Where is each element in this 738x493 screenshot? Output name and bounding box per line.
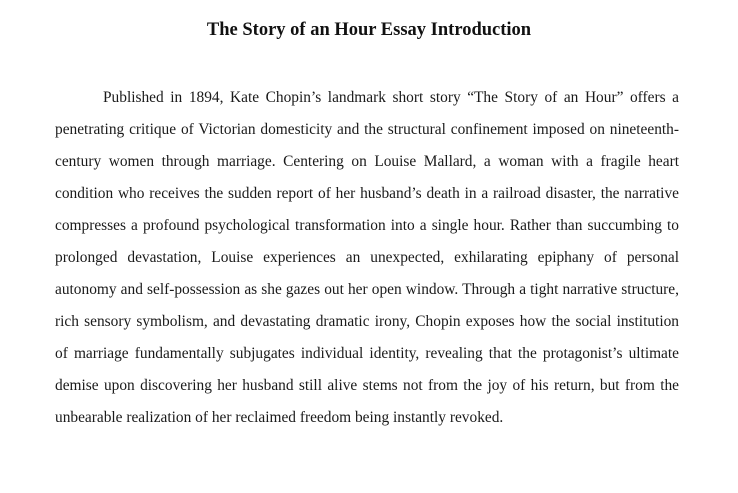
document-title: The Story of an Hour Essay Introduction <box>206 20 532 40</box>
intro-paragraph: Published in 1894, Kate Chopin’s landmark short story “The Story of an Hour” offers a penetrating critique of Victorian domesticity and the structural confinement imposed on nineteenth-century women through marriage. Centering on Louise Mallard, a woman with a fragile heart condition who receives the sudden report of her husband’s death in a railroad disaster, the narrative compresses a profound psychological transformation into a single hour. Rather than succumbing to prolonged devastation, Louise experiences an unexpected, exhilarating epiphany of personal autonomy and self-possession as she gazes out her open window. Through a tight narrative structure, rich sensory symbolism, and devastating dramatic irony, Chopin exposes how the social institution of marriage fundamentally subjugates individual identity, revealing that the protagonist’s ultimate demise upon discovering her husband still alive stems not from the joy of his return, but from the unbearable realization of her reclaimed freedom being instantly revoked. <box>55 89 679 426</box>
